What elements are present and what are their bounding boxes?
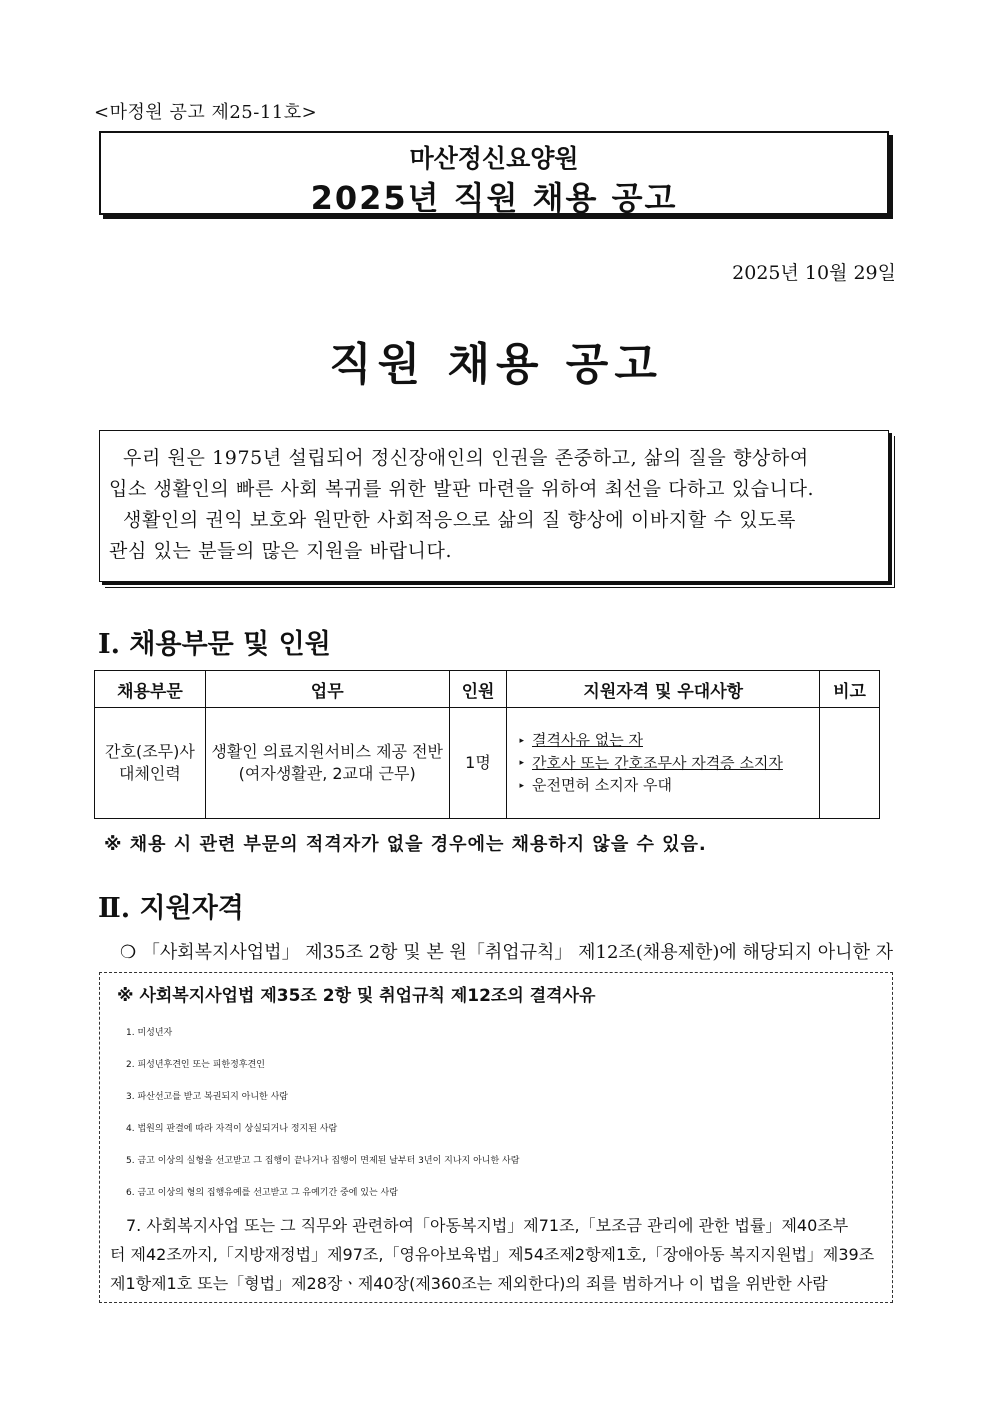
- table-row: [95, 708, 880, 819]
- triangle-bullet-icon: ▸: [519, 758, 524, 769]
- qualification-item: [519, 729, 818, 752]
- list-item-7-line: 7. 사회복지사업 또는 그 직무와 관련하여「아동복지법」제71조,「보조금 관리에 관한 법률」제40조부: [126, 1216, 849, 1235]
- eligibility-statement: ❍ 「사회복지사업법」 제35조 2항 및 본 원「취업규칙」 제12조(채용제한)에 해당되지 아니한 자: [120, 942, 894, 963]
- department-line: 간호(조무)사: [105, 742, 195, 761]
- qualification-text: 운전면허 소지자 우대: [532, 776, 672, 795]
- header-department: 채용부문: [95, 671, 206, 708]
- cell-qualifications: [507, 708, 820, 819]
- list-item: 4. 법원의 판결에 따라 자격이 상실되거나 정지된 사람: [126, 1124, 338, 1134]
- cell-remarks: [820, 708, 880, 819]
- list-item-7: [100, 1209, 892, 1298]
- notice-number: <마정원 공고 제25-11호>: [94, 102, 318, 123]
- qualification-text: 간호사 또는 간호조무사 자격증 소지자: [532, 753, 783, 772]
- intro-line: 입소 생활인의 빠른 사회 복귀를 위한 발판 마련을 위하여 최선을 다하고 있습니다.: [109, 478, 815, 500]
- list-item: 6. 금고 이상의 형의 집행유예를 선고받고 그 유예기간 중에 있는 사람: [126, 1188, 398, 1198]
- notice-date: 2025년 10월 29일: [732, 262, 896, 284]
- recruitment-note: ※ 채용 시 관련 부문의 적격자가 없을 경우에는 채용하지 않을 수 있음.: [104, 834, 707, 855]
- list-item: 1. 미성년자: [126, 1028, 173, 1038]
- list-item: 2. 피성년후견인 또는 피한정후견인: [126, 1060, 265, 1070]
- list-item: 5. 금고 이상의 실형을 선고받고 그 집행이 끝나거나 집행이 면제된 날부터 3년이 지나지 아니한 사람: [126, 1156, 520, 1166]
- intro-line: 생활인의 권익 보호와 원만한 사회적응으로 삶의 질 향상에 이바지할 수 있도록: [123, 509, 796, 531]
- page-title: 직원 채용 공고: [329, 339, 663, 390]
- disqualification-list: [100, 1017, 892, 1298]
- qualification-item: [519, 774, 818, 797]
- qualification-text: 결격사유 없는 자: [532, 731, 643, 750]
- cell-duty: [205, 708, 449, 819]
- cell-department: [95, 708, 206, 819]
- title-box: [99, 131, 889, 215]
- list-item: 3. 파산선고를 받고 복권되지 아니한 사람: [126, 1092, 288, 1102]
- triangle-bullet-icon: ▸: [519, 780, 524, 791]
- intro-box: [99, 430, 889, 582]
- organization-name: 마산정신요양원: [409, 144, 579, 173]
- recruitment-table: [94, 670, 880, 819]
- triangle-bullet-icon: ▸: [519, 735, 524, 746]
- intro-line: 우리 원은 1975년 설립되어 정신장애인의 인권을 존중하고, 삶의 질을 향상하여: [123, 447, 809, 469]
- list-item-7-line: 터 제42조까지,「지방재정법」제97조,「영유아보육법」제54조제2항제1호,「장애아동 복지지원법」제39조: [110, 1245, 875, 1264]
- header-duty: 업무: [205, 671, 449, 708]
- list-item-7-line: 제1항제1호 또는「형법」제28장ㆍ제40장(제360조는 제외한다)의 죄를 범하거나 이 법을 위반한 사람: [110, 1274, 828, 1293]
- duty-line: (여자생활관, 2교대 근무): [238, 764, 416, 783]
- section1-heading: Ⅰ. 채용부문 및 인원: [98, 629, 331, 660]
- header-qualifications: 지원자격 및 우대사항: [507, 671, 820, 708]
- header-headcount: 인원: [449, 671, 507, 708]
- table-header-row: [95, 671, 880, 708]
- department-line: 대체인력: [119, 764, 181, 783]
- intro-line: 관심 있는 분들의 많은 지원을 바랍니다.: [109, 540, 453, 562]
- section2-heading: Ⅱ. 지원자격: [98, 893, 244, 924]
- cell-headcount: 1명: [449, 708, 507, 819]
- disqualification-title: ※ 사회복지사업법 제35조 2항 및 취업규칙 제12조의 결격사유: [117, 986, 596, 1006]
- duty-line: 생활인 의료지원서비스 제공 전반: [211, 742, 444, 761]
- header-title: 2025년 직원 채용 공고: [310, 179, 678, 217]
- qualification-item: [519, 752, 818, 775]
- header-remarks: 비고: [820, 671, 880, 708]
- disqualification-box: [99, 972, 893, 1303]
